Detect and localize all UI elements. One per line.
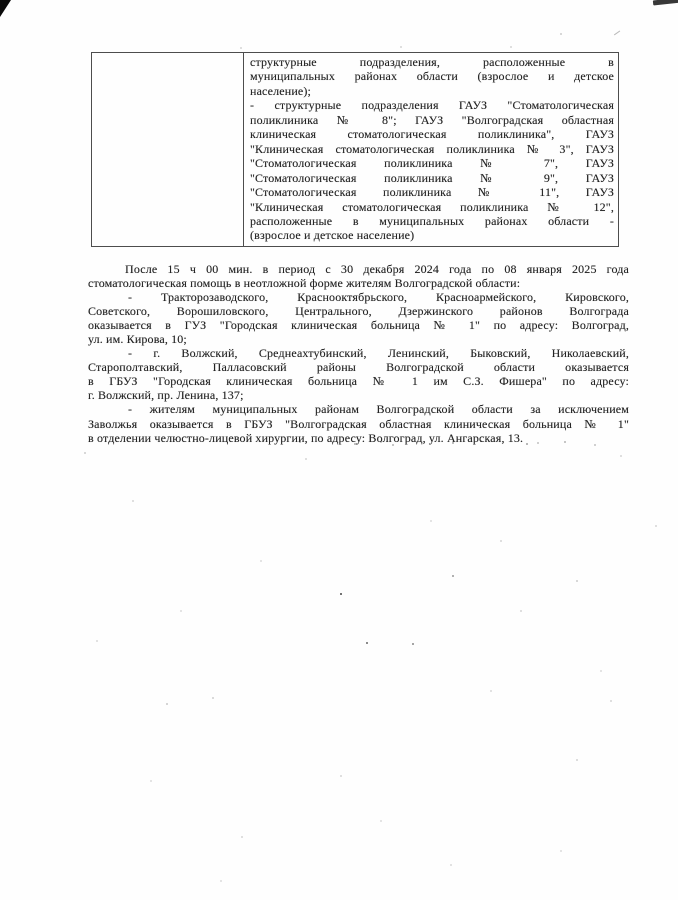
text-line: "Клиническая стоматологическая поликлиника № 3", ГАУЗ bbox=[250, 141, 614, 156]
text-line: "Клиническая стоматологическая поликлиника № 12", bbox=[250, 199, 614, 214]
table-cell-text bbox=[244, 53, 618, 246]
text-line: г. Волжский, пр. Ленина, 137; bbox=[88, 388, 244, 403]
text-line: - Тракторозаводского, Краснооктябрьского, Красноармейского, Кировского, bbox=[128, 290, 629, 305]
text-line: расположенные в муниципальных районах области - bbox=[250, 213, 614, 228]
text-line: (взрослое и детское население) bbox=[250, 228, 415, 243]
table-cell-empty bbox=[92, 53, 244, 246]
paragraph bbox=[250, 98, 614, 243]
document-table bbox=[91, 52, 619, 247]
paragraph bbox=[88, 402, 629, 444]
text-line: в ГБУЗ "Городская клиническая больница № 1 им С.З. Фишера" по адресу: bbox=[88, 374, 629, 389]
text-line: структурные подразделения, расположенные в bbox=[250, 55, 614, 69]
paragraph bbox=[88, 290, 629, 346]
scan-smudge bbox=[614, 31, 623, 40]
text-line: Старополтавский, Палласовский районы Волгоградской области оказывается bbox=[88, 360, 629, 375]
document-body bbox=[88, 262, 629, 445]
text-line: клиническая стоматологическая поликлиника", ГАУЗ bbox=[250, 127, 614, 142]
paragraph bbox=[88, 346, 629, 402]
scan-noise-dark-specks bbox=[0, 0, 2, 2]
text-line: поликлиника № 8"; ГАУЗ "Волгоградская областная bbox=[250, 112, 614, 127]
text-line: Заволжья оказывается в ГБУЗ "Волгоградская областная клиническая больница № 1" bbox=[88, 416, 629, 431]
text-line: - жителям муниципальных районам Волгоградской области за исключением bbox=[128, 402, 629, 417]
text-line: - г. Волжский, Среднеахтубинский, Ленинский, Быковский, Николаевский, bbox=[128, 346, 629, 361]
paragraph bbox=[250, 55, 614, 98]
text-line: ул. им. Кирова, 10; bbox=[88, 332, 187, 347]
text-line: После 15 ч 00 мин. в период с 30 декабря 2024 года по 08 января 2025 года bbox=[125, 262, 629, 276]
text-line: оказывается в ГУЗ "Городская клиническая больница № 1" по адресу: Волгоград, bbox=[88, 318, 629, 333]
text-line: население); bbox=[250, 83, 312, 98]
text-line: - структурные подразделения ГАУЗ "Стоматологическая bbox=[250, 98, 614, 113]
text-line: "Стоматологическая поликлиника № 9", ГАУЗ bbox=[250, 170, 614, 185]
text-line: "Стоматологическая поликлиника № 7", ГАУЗ bbox=[250, 156, 614, 171]
text-line: муниципальных районах области (взрослое и детское bbox=[250, 69, 614, 84]
paragraph bbox=[88, 262, 629, 290]
text-line: "Стоматологическая поликлиника № 11", ГАУЗ bbox=[250, 185, 614, 200]
scan-artifact-corner-top-right bbox=[653, 0, 678, 5]
text-line: в отделении челюстно-лицевой хирургии, по адресу: Волгоград, ул. Ангарская, 13. bbox=[88, 430, 524, 445]
text-line: Советского, Ворошиловского, Центрального, Дзержинского районов Волгограда bbox=[88, 304, 629, 319]
text-line: стоматологическая помощь в неотложной форме жителям Волгоградской области: bbox=[88, 276, 521, 291]
scan-artifact-corner-top-left bbox=[0, 0, 11, 17]
